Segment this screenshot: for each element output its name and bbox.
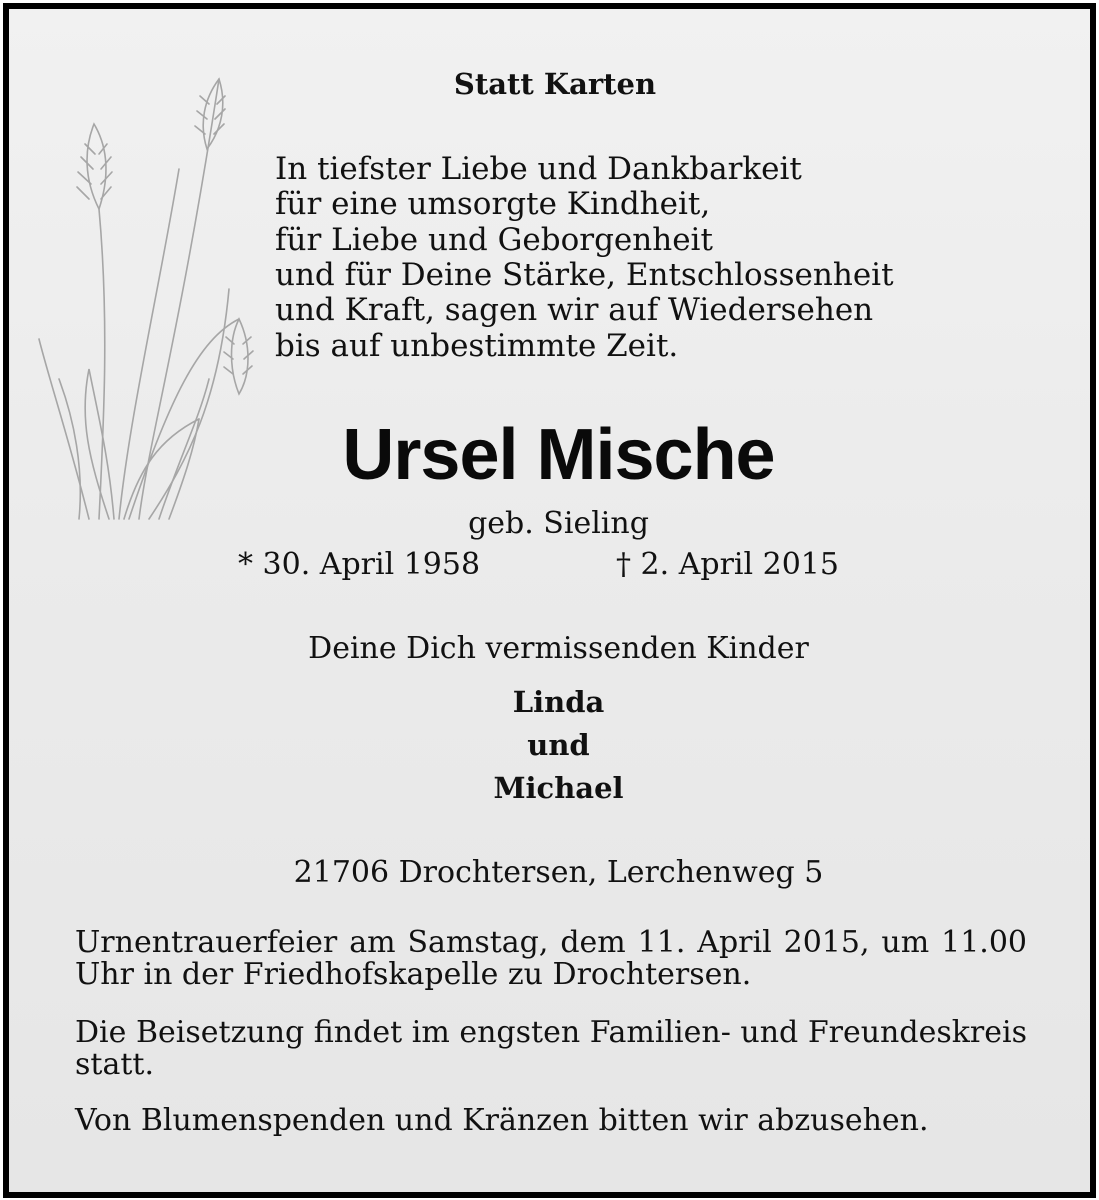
poem-line: für eine umsorgte Kindheit, <box>275 186 711 223</box>
poem-line: für Liebe und Geborgenheit <box>275 221 713 258</box>
obituary-notice <box>3 3 1096 1198</box>
death-date: † 2. April 2015 <box>616 547 839 582</box>
mourner-connector: und <box>527 728 590 762</box>
mourner-name: Linda <box>512 685 605 719</box>
mourner-name: Michael <box>493 771 624 805</box>
header-title: Statt Karten <box>453 67 657 101</box>
poem-line: In tiefster Liebe und Dankbarkeit <box>275 151 802 187</box>
funeral-service-note: Urnentrauerfeier am Samstag, dem 11. April 2015, um 11.00 Uhr in der Friedhofskapelle zu Drochtersen. <box>75 925 1027 992</box>
address: 21706 Drochtersen, Lerchenweg 5 <box>293 855 824 890</box>
deceased-name: Ursel Mische <box>342 415 775 495</box>
poem-line: und für Deine Stärke, Entschlossenheit <box>275 256 894 293</box>
burial-note: Die Beisetzung findet im engsten Familien- und Freundeskreis statt. <box>75 1015 1027 1082</box>
birth-date: * 30. April 1958 <box>238 547 481 582</box>
flowers-note: Von Blumenspenden und Kränzen bitten wir abzusehen. <box>75 1103 929 1138</box>
poem-line: bis auf unbestimmte Zeit. <box>275 327 679 364</box>
poem-line: und Kraft, sagen wir auf Wiedersehen <box>275 292 874 329</box>
maiden-name: geb. Sieling <box>468 506 649 541</box>
dedication-poem <box>275 152 894 364</box>
mourners-intro: Deine Dich vermissenden Kinder <box>308 631 809 666</box>
